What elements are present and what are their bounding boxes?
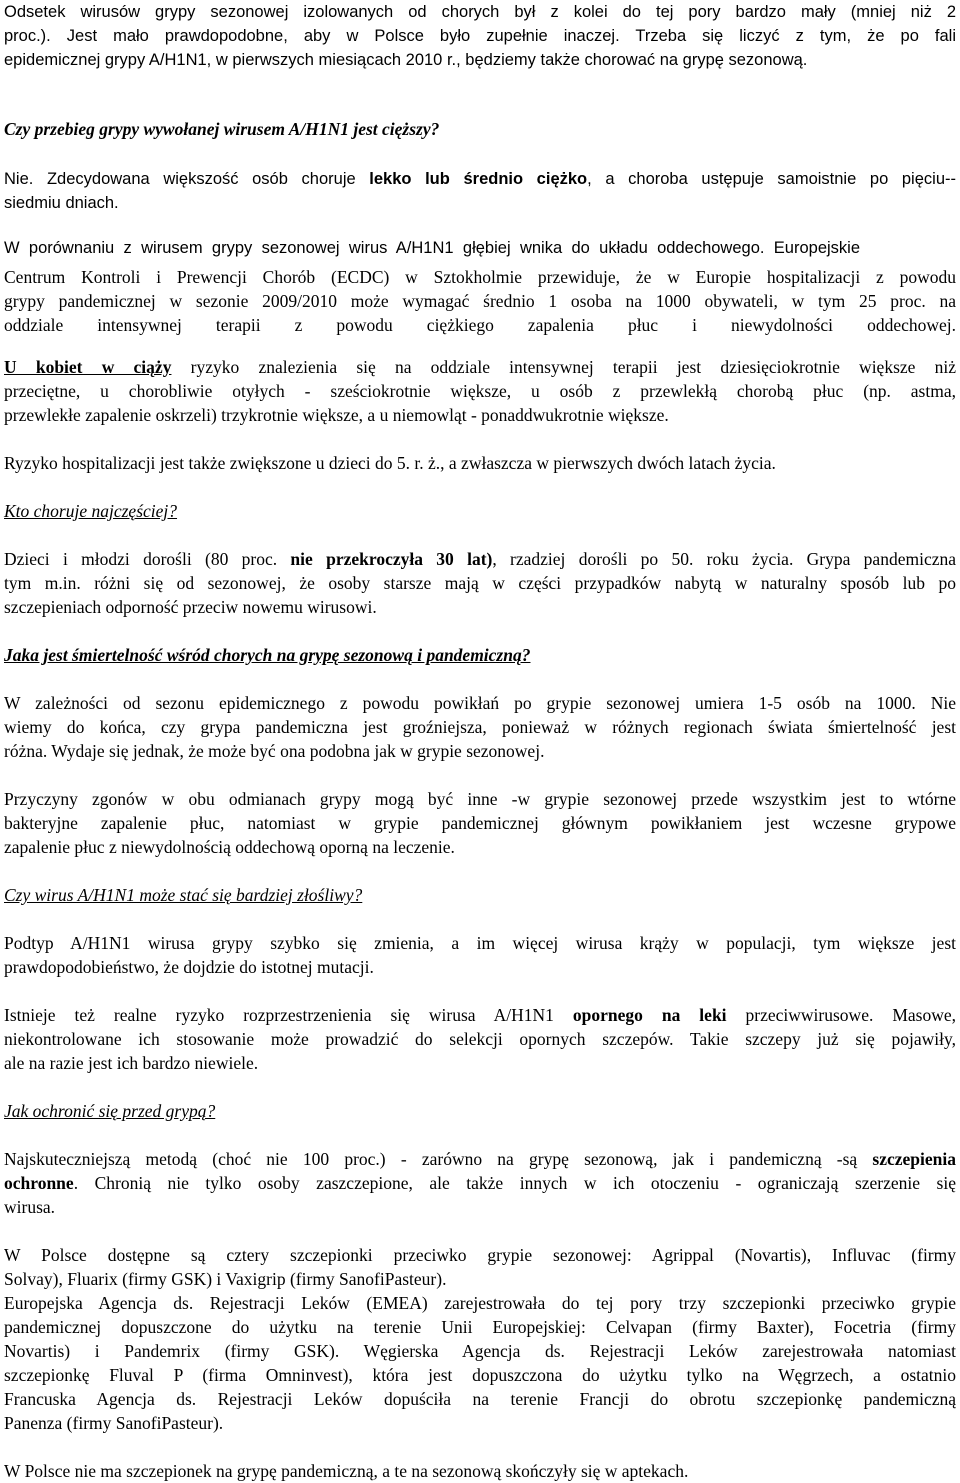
- text-line: [4, 355, 956, 379]
- text-line: wirusa.: [4, 1197, 56, 1217]
- text-run: . Chronią nie tylko osoby zaszczepione, ale także innych w ich otoczeniu - ograniczają szerzenie się: [73, 1173, 956, 1193]
- paragraph-no-vaccines: [4, 1459, 956, 1483]
- text-line: epidemicznej grypy A/H1N1, w pierwszych miesiącach 2010 r., będziemy także chorować na grypę sezonową.: [4, 51, 808, 69]
- text-line: przewlekłe zapalenie oskrzeli) trzykrotnie większe, a u niemowląt - ponaddwukrotnie większe.: [4, 405, 669, 425]
- text-line: [4, 1003, 956, 1027]
- text-line: ale na razie jest ich bardzo niewiele.: [4, 1053, 259, 1073]
- text-line: Panenza (firmy SanofiPasteur).: [4, 1413, 224, 1433]
- bold-text: szczepienia: [872, 1149, 956, 1169]
- paragraph-pandemic-vaccines: [4, 1291, 956, 1435]
- bold-underlined-text: U kobiet w ciąży: [4, 357, 172, 377]
- text-line: prawdopodobieństwo, że dojdzie do istotnej mutacji.: [4, 957, 374, 977]
- text-line: Przyczyny zgonów w obu odmianach grypy mogą być inne -w grypie sezonowej przede wszystkim jest to wtórne: [4, 789, 956, 809]
- text-line: wiemy do końca, czy grypa pandemiczna jest groźniejsza, ponieważ w różnych regionach świata śmiertelność jest: [4, 717, 956, 737]
- paragraph-mutation: [4, 931, 956, 979]
- bold-text: nie przekroczyła 30 lat): [290, 549, 493, 569]
- text-line: [4, 1147, 956, 1171]
- text-line: Centrum Kontroli i Prewencji Chorób (ECDC) w Sztokholmie przewiduje, że w Europie hospitalizacji z powodu: [4, 267, 956, 287]
- section-heading-mortality: Jaka jest śmiertelność wśród chorych na grypę sezonową i pandemiczną?: [4, 645, 531, 665]
- section-heading-protection: Jak ochronić się przed grypą?: [4, 1101, 216, 1121]
- text-line: proc.). Jest mało prawdopodobne, aby w Polsce było zupełnie inaczej. Trzeba się liczyć z tym, że po fali: [4, 27, 956, 45]
- text-line: tym m.in. różni się od sezonowej, że osoby starsze mają w części przypadków nabytą w naturalny sposób lub po: [4, 573, 956, 593]
- text-run: Dzieci i młodzi dorośli (80 proc.: [4, 549, 291, 569]
- section-heading-mutation: Czy wirus A/H1N1 może stać się bardziej złośliwy?: [4, 885, 363, 905]
- text-run: , rzadziej dorośli po 50. roku życia. Grypa pandemiczna: [492, 549, 956, 569]
- text-line: [4, 547, 956, 571]
- text-line: Podtyp A/H1N1 wirusa grypy szybko się zmienia, a im więcej wirusa krąży w populacji, tym większe jest: [4, 933, 956, 953]
- text-line: szczepionkę Fluval P (firma Omninvest), która jest dopuszczona do użytku tylko na Węgrzech, a ostatnio: [4, 1365, 956, 1385]
- paragraph-who-gets-sick: [4, 547, 956, 619]
- text-run: Nie. Zdecydowana większość osób choruje: [4, 170, 370, 188]
- text-line: grypy pandemicznej w sezonie 2009/2010 może wymagać średnio 1 osoba na 1000 obywateli, w tym 25 proc. na: [4, 291, 956, 311]
- text-line: Odsetek wirusów grypy sezonowej izolowanych od chorych był z kolei do tej pory bardzo mały (mniej niż 2: [4, 3, 956, 21]
- text-run: przeciwwirusowe. Masowe,: [726, 1005, 956, 1025]
- paragraph-seasonal-vaccines: [4, 1243, 956, 1291]
- text-line: zapalenie płuc z niewydolnością oddechową oporną na leczenie.: [4, 837, 455, 857]
- section-heading-severity: Czy przebieg grypy wywołanej wirusem A/H1N1 jest cięższy?: [4, 119, 440, 139]
- paragraph-ecdc: [4, 236, 956, 337]
- section-heading-who-gets-sick: Kto choruje najczęściej?: [4, 501, 178, 521]
- text-line: [4, 167, 956, 191]
- text-line: Ryzyko hospitalizacji jest także zwiększone u dzieci do 5. r. ż., a zwłaszcza w pierwszych dwóch latach życia.: [4, 453, 776, 473]
- text-run: Istnieje też realne ryzyko rozprzestrzenienia się wirusa A/H1N1: [4, 1005, 573, 1025]
- text-line: Novartis) i Pandemrix (firmy GSK). Węgierska Agencja ds. Rejestracji Leków zarejestrowała natomiast: [4, 1341, 956, 1361]
- bold-text: ochronne: [4, 1173, 74, 1193]
- text-line: Europejska Agencja ds. Rejestracji Leków (EMEA) zarejestrowała do tej pory trzy szczepionki przeciwko grypie: [4, 1293, 956, 1313]
- text-line: W Polsce nie ma szczepionek na grypę pandemiczną, a te na sezonową skończyły się w aptekach.: [4, 1461, 689, 1481]
- text-line: różna. Wydaje się jednak, że może być ona podobna jak w grypie sezonowej.: [4, 741, 545, 761]
- text-line: W Polsce dostępne są cztery szczepionki przeciwko grypie sezonowej: Agrippal (Novartis), Influvac (firmy: [4, 1245, 956, 1265]
- text-line: oddziale intensywnej terapii z powodu ciężkiego zapalenia płuc i niewydolności oddechowej.: [4, 315, 956, 335]
- text-run: ryzyko znalezienia się na oddziale intensywnej terapii jest dziesięciokrotnie większe niż: [171, 357, 956, 377]
- text-line: W porównaniu z wirusem grypy sezonowej wirus A/H1N1 głębiej wnika do układu oddechowego. Europejskie: [4, 239, 860, 257]
- text-line: niekontrolowane ich stosowanie może prowadzić do selekcji opornych szczepów. Takie szczepy już się pojawiły,: [4, 1029, 956, 1049]
- paragraph-causes-of-death: [4, 787, 956, 859]
- paragraph-severity-answer: [4, 167, 956, 215]
- text-line: przeciętne, u chorobliwie otyłych - sześciokrotnie większe, u osób z przewlekłą chorobą płuc (np. astma,: [4, 381, 956, 401]
- text-line: szczepieniach odporność przeciw nowemu wirusowi.: [4, 597, 377, 617]
- text-line: pandemicznej dopuszczone do użytku na terenie Unii Europejskiej: Celvapan (firmy Baxter), Focetria (firmy: [4, 1317, 956, 1337]
- text-line: [4, 1171, 956, 1195]
- paragraph-children-risk: [4, 451, 956, 475]
- text-run: Najskuteczniejszą metodą (choć nie 100 proc.) - zarówno na grypę sezonową, jak i pandemiczną -są: [4, 1149, 873, 1169]
- text-line: W zależności od sezonu epidemicznego z powodu powikłań po grypie sezonowej umiera 1-5 osób na 1000. Nie: [4, 693, 956, 713]
- text-line: siedmiu dniach.: [4, 194, 119, 212]
- intro-paragraph: [4, 0, 956, 72]
- text-line: Francuska Agencja ds. Rejestracji Leków dopuściła na terenie Francji do obrotu szczepionkę pandemiczną: [4, 1389, 956, 1409]
- text-line: bakteryjne zapalenie płuc, natomiast w grypie pandemicznej głównym powikłaniem jest wczesne grypowe: [4, 813, 956, 833]
- bold-text: opornego na leki: [572, 1005, 727, 1025]
- paragraph-vaccination: [4, 1147, 956, 1219]
- text-line: Solvay), Fluarix (firmy GSK) i Vaxigrip (firmy SanofiPasteur).: [4, 1269, 447, 1289]
- text-run: , a choroba ustępuje samoistnie po pięciu--: [587, 170, 956, 188]
- paragraph-mortality: [4, 691, 956, 763]
- paragraph-drug-resistance: [4, 1003, 956, 1075]
- paragraph-risk-groups: [4, 355, 956, 427]
- bold-text: lekko lub średnio ciężko: [369, 170, 588, 188]
